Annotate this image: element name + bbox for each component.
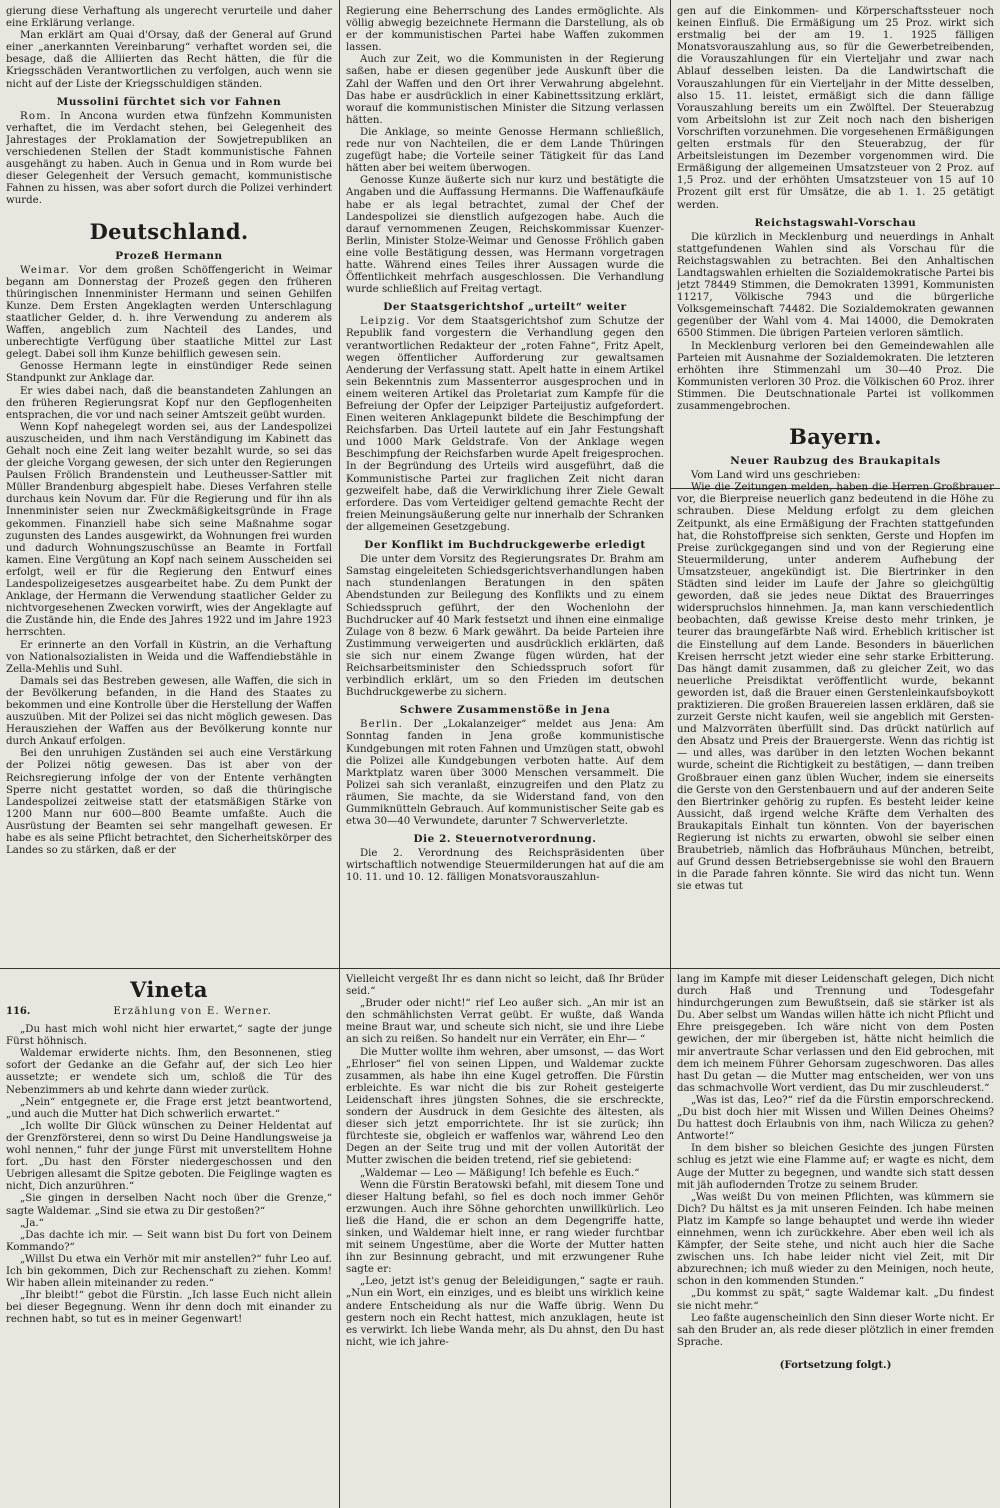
paragraph: Waldemar erwiderte nichts. Ihm, den Besonnenen, stieg sofort der Gedanke an die Gefahr auf, der sich Leo hier aussetzte; er wendete sich um, schloß die Tür des Nebenzimmers ab und kehrte dann wieder zurück.: [6, 1048, 332, 1096]
paragraph: „Leo, jetzt ist's genug der Beleidigungen,“ sagte er rauh. „Nun ein Wort, ein einziges, und es bleibt uns wirklich keine andere Entscheidung als nur die Waffe übrig. Wenn Du gestern noch ein Recht hattest, mich anzuklagen, heute ist es verwirkt. Ich liebe Wanda mehr, als Du ahnst, den Du hast nicht, wie ich jahre-: [346, 1276, 664, 1348]
paragraph: „Bruder oder nicht!“ rief Leo außer sich. „An mir ist an den schmählichsten Verrat geübt. Er wußte, daß Wanda meine Braut war, und scheute sich nicht, sie und ihre Liebe an sich zu reißen. So handelt nur ein Verräter, ein Ehr— “: [346, 998, 664, 1046]
paragraph: Die unter dem Vorsitz des Regierungsrates Dr. Brahm am Samstag eingeleiteten Schiedsgerichtsverhandlungen haben nach stundenlangen Beratungen in den späten Abendstunden zur Beilegung des Konflikts und zu einem Schiedsspruch geführt, der den Wochenlohn der Buchdrucker auf 40 Mark festsetzt und ihnen eine einmalige Zulage von 8 bezw. 6 Mark gewährt. Da beide Parteien ihre Zustimmung verweigerten und ausdrücklich erklärten, daß sie sich nur einem Zwange fügen würden, hat der Reichsarbeitsminister den Schiedsspruch sofort für verbindlich erklärt, um so den Frieden im deutschen Buchdruckgewerbe zu sichern.: [346, 554, 664, 699]
paragraph: Bei den unruhigen Zuständen sei auch eine Verstärkung der Polizei nötig gewesen. Das ist aber von der Reichsregierung infolge der von der Entente verhängten Sperre nicht gestattet worden, so daß die thüringische Landespolizei zeitweise statt der etatsmäßigen Stärke von 1200 Mann nur 600—800 Beamte umfaßte. Auch die Ausrüstung der Beamten sei sehr mangelhaft gewesen. Er habe es als seine Pflicht betrachtet, den Sicherheitskörper des Landes so zu stärken, daß er der: [6, 748, 332, 857]
serial-column-3: [677, 974, 994, 1504]
serial-subtitle: Erzählung von E. Werner.: [113, 1006, 272, 1017]
article-title-buchdruck: Der Konflikt im Buchdruckgewerbe erledigt: [364, 539, 646, 552]
column-3: [677, 6, 994, 966]
dateline: Rom.: [20, 110, 52, 122]
dateline: Berlin.: [360, 719, 404, 731]
paragraph: „Du kommst zu spät,“ sagte Waldemar kalt. „Du findest sie nicht mehr.“: [677, 1288, 994, 1312]
paragraph: In dem bisher so bleichen Gesichte des jungen Fürsten schlug es jetzt wie eine Flamme auf; er wagte es nicht, dem Auge der Mutter zu begegnen, und wandte sich statt dessen mit jäh auflodernden Trotze zu seinem Bruder.: [677, 1143, 994, 1191]
serial-column-2: [346, 974, 664, 1504]
paragraph: gen auf die Einkommen- und Körperschaftssteuer noch keinen Einfluß. Die Ermäßigung um 25 Proz. wirkt sich erstmalig bei der am 19. 1. 1925 fälligen Monatsvorauszahlung aus, so für die Gewerbetreibenden, die Vorauszahlungen für ein Vierteljahr und zwar nach Ablauf desselben leisten. Da die Landwirtschaft die Vorauszahlungen für ein Vierteljahr in der Mitte desselben, also 15. 11. leistet, ermäßigt sich die dann fällige Vorauszahlung bereits um ein Zwölftel. Der Steuerabzug vom Arbeitslohn ist zur Zeit noch nach den bisherigen Vorschriften vorzunehmen. Die vorgesehenen Ermäßigungen gelten erstmals für den Steuerabzug, der für Arbeitsleistungen im Dezember vorgenommen wird. Die Ermäßigung der allgemeinen Umsatzsteuer von 2 Proz. auf 1,5 Proz. und der erhöhten Umsatzsteuer von 15 auf 10 Prozent gilt erst für Umsätze, die ab 1. 1. 25 getätigt werden.: [677, 6, 994, 211]
column-rule-1: [339, 0, 340, 968]
paragraph: „Waldemar — Leo — Mäßigung! Ich befehle es Euch.“: [360, 1167, 640, 1179]
paragraph: „Nein“ entgegnete er, die Frage erst jetzt beantwortend, „und auch die Mutter hat Dich schwerlich erwartet.“: [6, 1096, 332, 1120]
paragraph: Die Anklage, so meinte Genosse Hermann schließlich, rede nur von Nachteilen, die er dem Lande Thüringen zugefügt habe; die Vorteile seiner Tätigkeit für das Land hätten aber bei weitem überwogen.: [346, 126, 664, 175]
section-heading-germany: Deutschland.: [89, 218, 249, 244]
article-title-reichstagswahl: Reichstagswahl-Vorschau: [754, 216, 917, 229]
paragraph: „Was ist das, Leo?“ rief da die Fürstin emporschreckend. „Du bist doch hier mit Wissen und Willen Deines Oheims? Du hattest doch Erlaubnis von ihm, nach Wilicza zu gehen? Antworte!“: [677, 1094, 994, 1143]
serial-column-1: [6, 974, 332, 1504]
paragraph: „Ich wollte Dir Glück wünschen zu Deiner Heldentat auf der Grenzförsterei, denn so wirst Du Deine Handlungsweise ja wohl nennen,“ fuhr der junge Fürst mit unverstelltem Hohne fort. „Du hast den Förster niedergeschossen und den Uebrigen allesamt die Spitze geboten. Die Feiglinge wagten es nicht, Dich anzurühren.“: [6, 1120, 332, 1193]
paragraph: Wenn Kopf nahegelegt worden sei, aus der Landespolizei auszuscheiden, und ihm nach Verständigung im Kabinett das Gehalt noch eine Zeit lang weiter bezahlt wurde, so sei das der gleiche Vorgang gewesen, der sich unter den Regierungen Paulsen Frölich Brandenstein und Leutheusser-Sattler mit Müller Brandenburg abgespielt habe. Dieses Verfahren stelle durchaus kein Novum dar. Für die Regierung und für ihn als Innenminister seien nur Zweckmäßigkeitsgründe in Frage gekommen. Finanziell habe sich seine Maßnahme sogar zugunsten des Landes ausgewirkt, da Wohnungen frei wurden und dadurch Wohnungszuschüsse an Beamte in Fortfall kamen. Eine Vergütung an Kopf nach seinem Ausscheiden sei erfolgt, weil er für die Regierung den Entwurf eines Landespolizeigesetzes ausgearbeitet habe. Zu dem Punkt der Anklage, der Hermann die Verwendung staatlicher Gelder zu nichtvorgesehenen Zwecken vorwirft, wies der Angeklagte auf die Zustände hin, die Ende des Jahres 1922 und im Jahre 1923 herrschten.: [6, 421, 332, 639]
article-title-mussolini: Mussolini fürchtet sich vor Fahnen: [56, 95, 282, 108]
article-title-jena: Schwere Zusammenstöße in Jena: [399, 704, 611, 717]
dateline: Weimar.: [20, 264, 71, 276]
serial-rule-1: [339, 968, 340, 1508]
column-rule-2: [670, 0, 671, 968]
article-title-steuer: Die 2. Steuernotverordnung.: [413, 833, 597, 846]
serial-rule-2: [670, 968, 671, 1508]
section-heading-bayern: Bayern.: [789, 424, 882, 450]
paragraph: gierung diese Verhaftung als ungerecht verurteile und daher eine Erklärung verlange.: [6, 6, 332, 30]
paragraph: Genosse Kunze äußerte sich nur kurz und bestätigte die Angaben und die Auffassung Hermanns. Die Waffenaufkäufe habe er als legal betrachtet, zumal der Chef der Landespolizei sie dienstlich aufgezogen habe. Auch die darauf vernommenen Zeugen, Reichskommissar Kuenzer-Berlin, Minister Stolze-Weimar und Genosse Fröhlich gaben eine volle Bestätigung dessen, was Hermann vorgetragen hatte. Während eines Teiles ihrer Aussagen wurde die Öffentlichkeit mehrfach ausgeschlossen. Die Verhandlung wurde schließlich auf Freitag vertagt.: [346, 175, 664, 296]
paragraph: „Sie gingen in derselben Nacht noch über die Grenze,“ sagte Waldemar. „Sind sie etwa zu Dir gestoßen?“: [6, 1193, 332, 1217]
column-2: [346, 6, 664, 966]
paragraph: Damals sei das Bestreben gewesen, alle Waffen, die sich in der Bevölkerung befanden, in die Hand des Staates zu bekommen und eine Kontrolle über die Herstellung der Waffen auszuüben. Mit der Polizei sei das nicht möglich gewesen. Das Herausziehen der Waffen aus der Bevölkerung konnte nur durch Ankauf erfolgen.: [6, 675, 332, 748]
paragraph: Vom Land wird uns geschrieben:: [691, 470, 861, 482]
paragraph: „Du hast mich wohl nicht hier erwartet,“ sagte der junge Fürst höhnisch.: [6, 1024, 332, 1048]
article-text: Vor dem Staatsgerichtshof zum Schutze der Republik fand vorgestern die Verhandlung gegen den verantwortlichen Redakteur der „roten Fahne“, Fritz Apelt, wegen öffentlicher Aufforderung zur gewaltsamen Aenderung der Verfassung statt. Apelt hatte in einem Artikel sein Bekenntnis zum Massenterror ausgesprochen und in einem weiteren Artikel das Proletariat zum Kampfe für die Befreiung der Opfer der Leipziger Parteijustiz aufgefordert. Einen weiteren Anklagepunkt bildete die Beschimpfung der Reichsfarben. Das Urteil lautete auf ein Jahr Festungshaft und 1000 Mark Geldstrafe. Von der Anklage wegen Beschimpfung der Reichsfarben wurde Apelt freigesprochen. In der Begründung des Urteils wird ausgeführt, daß die Kommunistische Partei zur fraglichen Zeit nicht daran gezweifelt habe, daß die Verwirklichung ihrer Ziele Gewalt erfordere. Das vom Verteidiger geltend gemachte Recht der freien Meinungsäußerung gelte nur innerhalb der Schranken der allgemeinen Gesetzgebung.: [346, 316, 664, 533]
paragraph: „Das dachte ich mir. — Seit wann bist Du fort von Deinem Kommando?“: [6, 1229, 332, 1253]
article-title-hermann: Prozeß Hermann: [115, 249, 223, 262]
article-text: Der „Lokalanzeiger“ meldet aus Jena: Am Sonntag fanden in Jena große kommunistische Kundgebungen mit roten Fahnen und Umzügen statt, obwohl die Polizei alle Kundgebungen verboten hatte. Auf dem Marktplatz waren über 3000 Menschen versammelt. Die Polizei sah sich veranlaßt, einzugreifen und den Platz zu räumen, Sie machte, da sie Widerstand fand, von den Gummiknütteln Gebrauch. Auf kommunistischer Seite gab es etwa 30—40 Verwundete, darunter 7 Schwerverletzte.: [346, 719, 664, 828]
paragraph: Auch zur Zeit, wo die Kommunisten in der Regierung saßen, habe er diesen gegenüber jede Auskunft über die Zahl der Waffen und den Ort ihrer Verwahrung abgelehnt. Das habe er ausdrücklich in einer Kabinettssitzung erklärt, worauf die kommunistischen Minister die Sitzung verlassen hätten.: [346, 54, 664, 126]
article-text: In Ancona wurden etwa fünfzehn Kommunisten verhaftet, die im Verdacht stehen, bei Gelegenheit des Jahrestages der Proklamation der Sowjetrepubliken an verschiedenen Stellen der Stadt kommunistische Fahnen ausgehängt zu haben. Auch in Genua und in Rom wurde bei dieser Gelegenheit der Versuch gemacht, kommunistische Fahnen zu hissen, was aber sofort durch die Polizei verhindert wurde.: [6, 110, 332, 207]
paragraph: Die 2. Verordnung des Reichspräsidenten über wirtschaftlich notwendige Steuermilderungen hat auf die am 10. 11. und 10. 12. fälligen Monatsvorauszahlun-: [346, 848, 664, 884]
paragraph: „Willst Du etwa ein Verhör mit mir anstellen?“ fuhr Leo auf. Ich bin gekommen, Dich zur Rechenschaft zu ziehen. Komm! Wir haben allein miteinander zu reden.“: [6, 1253, 332, 1290]
paragraph: „Ihr bleibt!“ gebot die Fürstin. „Ich lasse Euch nicht allein bei dieser Begegnung. Wenn ihr denn doch mit einander zu rechnen habt, so tut es in meiner Gegenwart!: [6, 1290, 332, 1326]
paragraph: In Mecklenburg verloren bei den Gemeindewahlen alle Parteien mit Ausnahme der Sozialdemokraten. Die letzteren erhöhten ihre Stimmenzahl um 30—40 Proz. Die Kommunisten verloren 30 Proz. die Völkischen 60 Proz. ihrer Stimmen. Die Deutschnationale Partei ist vollkommen zusammengebrochen.: [677, 340, 994, 412]
paragraph: Wie die Zeitungen melden, haben die Herren Großbrauer vor, die Bierpreise neuerlich ganz bedeutend in die Höhe zu schrauben. Diese Meldung erfolgt zu dem gleichen Zeitpunkt, als eine Ermäßigung der Frachten stattgefunden hat, die Rohstoffpreise sich senkten, Gerste und Hopfen im Preise zurückgegangen sind und von der Regierung eine Steuermilderung, unter anderem Aufhebung der Umsatzsteuer, angekündigt ist. Die Biertrinker in den Städten sind leider im Laufe der Jahre so gleichgültig geworden, daß sie jedes neue Diktat des Brauerringes widerspruchslos hinnehmen. Ja, man kann verschiedentlich beobachten, daß gewisse Kreise desto mehr trinken, je teurer das braungefärbte Naß wird. Erheblich kritischer ist die Einstellung auf dem Lande. Besonders in bäuerlichen Kreisen herrscht jetzt wieder eine sehr starke Erbitterung. Das hängt damit zusammen, daß zu gleicher Zeit, wo das neuerliche Preisdiktat veröffentlicht wurde, bekannt geworden ist, daß die Brauer einen Gerstenleinkaufsboykott praktizieren. Die großen Brauereien lassen erklären, daß sie zurzeit Gerste nicht kaufen, weil sie angeblich mit Gersten- und Malzvorräten überfüllt sind. Das drückt natürlich auf den Absatz und Preis der Brauergerste. Wenn das richtig ist — und alles, was darüber in den letzten Wochen bekannt wurde, scheint die Richtigkeit zu bestätigen, — dann treiben Großbrauer einen ganz üblen Wucher, indem sie einerseits die Gerste von den Gerstenbauern und auf der anderen Seite den Biertrinker gehörig zu rupfen. Es besteht leider keine Aussicht, daß irgend welche Kräfte dem Verhalten des Braukapitals Einhalt tun könnten. Von der bayerischen Regierung ist nichts zu erwarten, obwohl sie selber einen Braubetrieb, nämlich das Hofbräuhaus München, betreibt, auf Grund dessen Betriebsergebnisse sie wohl den Brauern in die Parade fahren könnte. Sie wird das nicht tun. Wenn sie etwas tut: [677, 482, 994, 893]
serial-title: Vineta: [130, 977, 208, 1002]
paragraph: Die Mutter wollte ihm wehren, aber umsonst, — das Wort „Ehrloser“ fiel von seinen Lippen, und Waldemar zuckte zusammen, als habe ihn eine Kugel getroffen. Die Fürstin erbleichte. Es war nicht die bis zur Roheit gesteigerte Leidenschaft ihres jüngsten Sohnes, die sie erschreckte, sondern der Ausdruck in dem Gesichte des ältesten, als dieser sich jetzt emporrichtete. Ihr ist sie zurück; ihn fürchteste sie, obgleich er waffenlos war, während Leo den Degen an der Seite trug und mit der vollen Autorität der Mutter zwischen die beiden tretend, rief sie gebietend:: [346, 1046, 664, 1167]
paragraph: Man erklärt am Quai d'Orsay, daß der General auf Grund einer „anerkannten Vereinbarung“ verhaftet worden sei, die besage, daß die Alliierten das Recht hätten, die für die Kriegsschäden Verantwortlichen zu verfolgen, auch wenn sie nicht auf der Liste der Kriegsschuldigen ständen.: [6, 30, 332, 90]
paragraph: Er wies dabei nach, daß die beanstandeten Zahlungen an den früheren Regierungsrat Kopf nur den Gepflogenheiten entsprachen, die vor und nach seiner Amtszeit geübt wurden.: [6, 385, 332, 421]
paragraph: Vielleicht vergeßt Ihr es dann nicht so leicht, daß Ihr Brüder seid.“: [346, 974, 664, 998]
serial-number: 116.: [6, 1006, 31, 1017]
paragraph: Leo faßte augenscheinlich den Sinn dieser Worte nicht. Er sah den Bruder an, als rede dieser plötzlich in einer fremden Sprache.: [677, 1312, 994, 1348]
article-text: Vor dem großen Schöffengericht in Weimar begann am Donnerstag der Prozeß gegen den früheren thüringischen Innenminister Hermann und seinen Gehilfen Kunze. Dem Ersten Angeklagten werden Unterschlagung staatlicher Gelder, d. h. ihre Verwendung zu anderem als Waffen, angeblich zum Nachteil des Landes, und unberechtigte Verfügung über staatliche Mittel zur Last gelegt. Dabei soll ihm Kunze behilflich gewesen sein.: [6, 264, 332, 361]
serial-divider: [0, 968, 1000, 969]
article-title-braukapital: Neuer Raubzug des Braukapitals: [730, 455, 941, 468]
paragraph: lang im Kampfe mit dieser Leidenschaft gelegen, Dich nicht durch Haß und Trennung und Todesgefahr hindurchgerungen zum Bewußtsein, daß sie stärker ist als Du. Aber selbst um Wandas willen hätte ich nicht Pflicht und Ehre preisgegeben. Ich wäre nicht von dem Posten gewichen, der mir übergeben ist, hätte nicht heimlich die mir anvertraute Schar verlassen und den Eid gebrochen, mit dem ich meinem Führer Gehorsam zugeschworen. Das alles hast Du getan — die Mutter mag entscheiden, wer von uns das schmachvolle Wort verdient, das Du mir zuschleuderst.“: [677, 974, 994, 1094]
paragraph: „Ja.“: [20, 1217, 44, 1229]
paragraph: Die kürzlich in Mecklenburg und neuerdings in Anhalt stattgefundenen Wahlen sind als Vorschau für die Reichstagswahlen zu betrachten. Bei den Anhaltischen Landtagswahlen erhielten die Sozialdemokratische Partei bis jetzt 78449 Stimmen, die Demokraten 13991, Kommunisten 11217, Völkische 7943 und die bürgerliche Volksgemeinschaft 74482. Die Sozialdemokraten gewannen gegenüber der Wahl vom 4. Mai 14000, die Demokraten 6500 Stimmen. Die übrigen Parteien verloren sämtlich.: [677, 231, 994, 340]
paragraph: „Was weißt Du von meinen Pflichten, was kümmern sie Dich? Du hältst es ja mit unseren Feinden. Ich habe meinen Platz im Kampfe so lange behauptet und werde ihn wieder einnehmen, wenn ich zurückkehre. Aber eben weil ich als Kämpfer, der Seite stehe, und nicht auch hier die Sache zwischen uns. Ich habe leider nicht viel Zeit, mit Dir abzurechnen; ich muß wieder zu den Meinigen, noch heute, schon in den kommenden Stunden.“: [677, 1191, 994, 1288]
dateline: Leipzig.: [360, 316, 411, 328]
paragraph: Regierung eine Beherrschung des Landes ermöglichte. Als völlig abwegig bezeichnete Hermann die Darstellung, als ob er der kommunistischen Partei habe Waffen zukommen lassen.: [346, 6, 664, 54]
continued-note: (Fortsetzung folgt.): [779, 1358, 892, 1371]
column-1: [6, 6, 332, 966]
paragraph: Wenn die Fürstin Beratowski befahl, mit diesem Tone und dieser Haltung befahl, so fiel es doch noch immer Gehör erzwungen. Auch ihre Söhne gehorchten unwillkürlich. Leo ließ die Hand, die er schon an dem Degengriffe hatte, sinken, und Waldemar hielt inne, er rang wieder furchtbar mit seinem Ungestüme, aber die Worte der Mutter hatten ihn zur Besinnung gebracht, und mit erzwungener Ruhe sagte er:: [346, 1179, 664, 1276]
paragraph: Genosse Hermann legte in einstündiger Rede seinen Standpunkt zur Anklage dar.: [6, 361, 332, 385]
paragraph: Er erinnerte an den Vorfall in Küstrin, an die Verhaftung von Nationalsozialisten in Weida und die Waffendiebstähle in Zella-Mehlis und Suhl.: [6, 639, 332, 675]
article-title-staatsgerichtshof: Der Staatsgerichtshof „urteilt“ weiter: [383, 301, 627, 314]
